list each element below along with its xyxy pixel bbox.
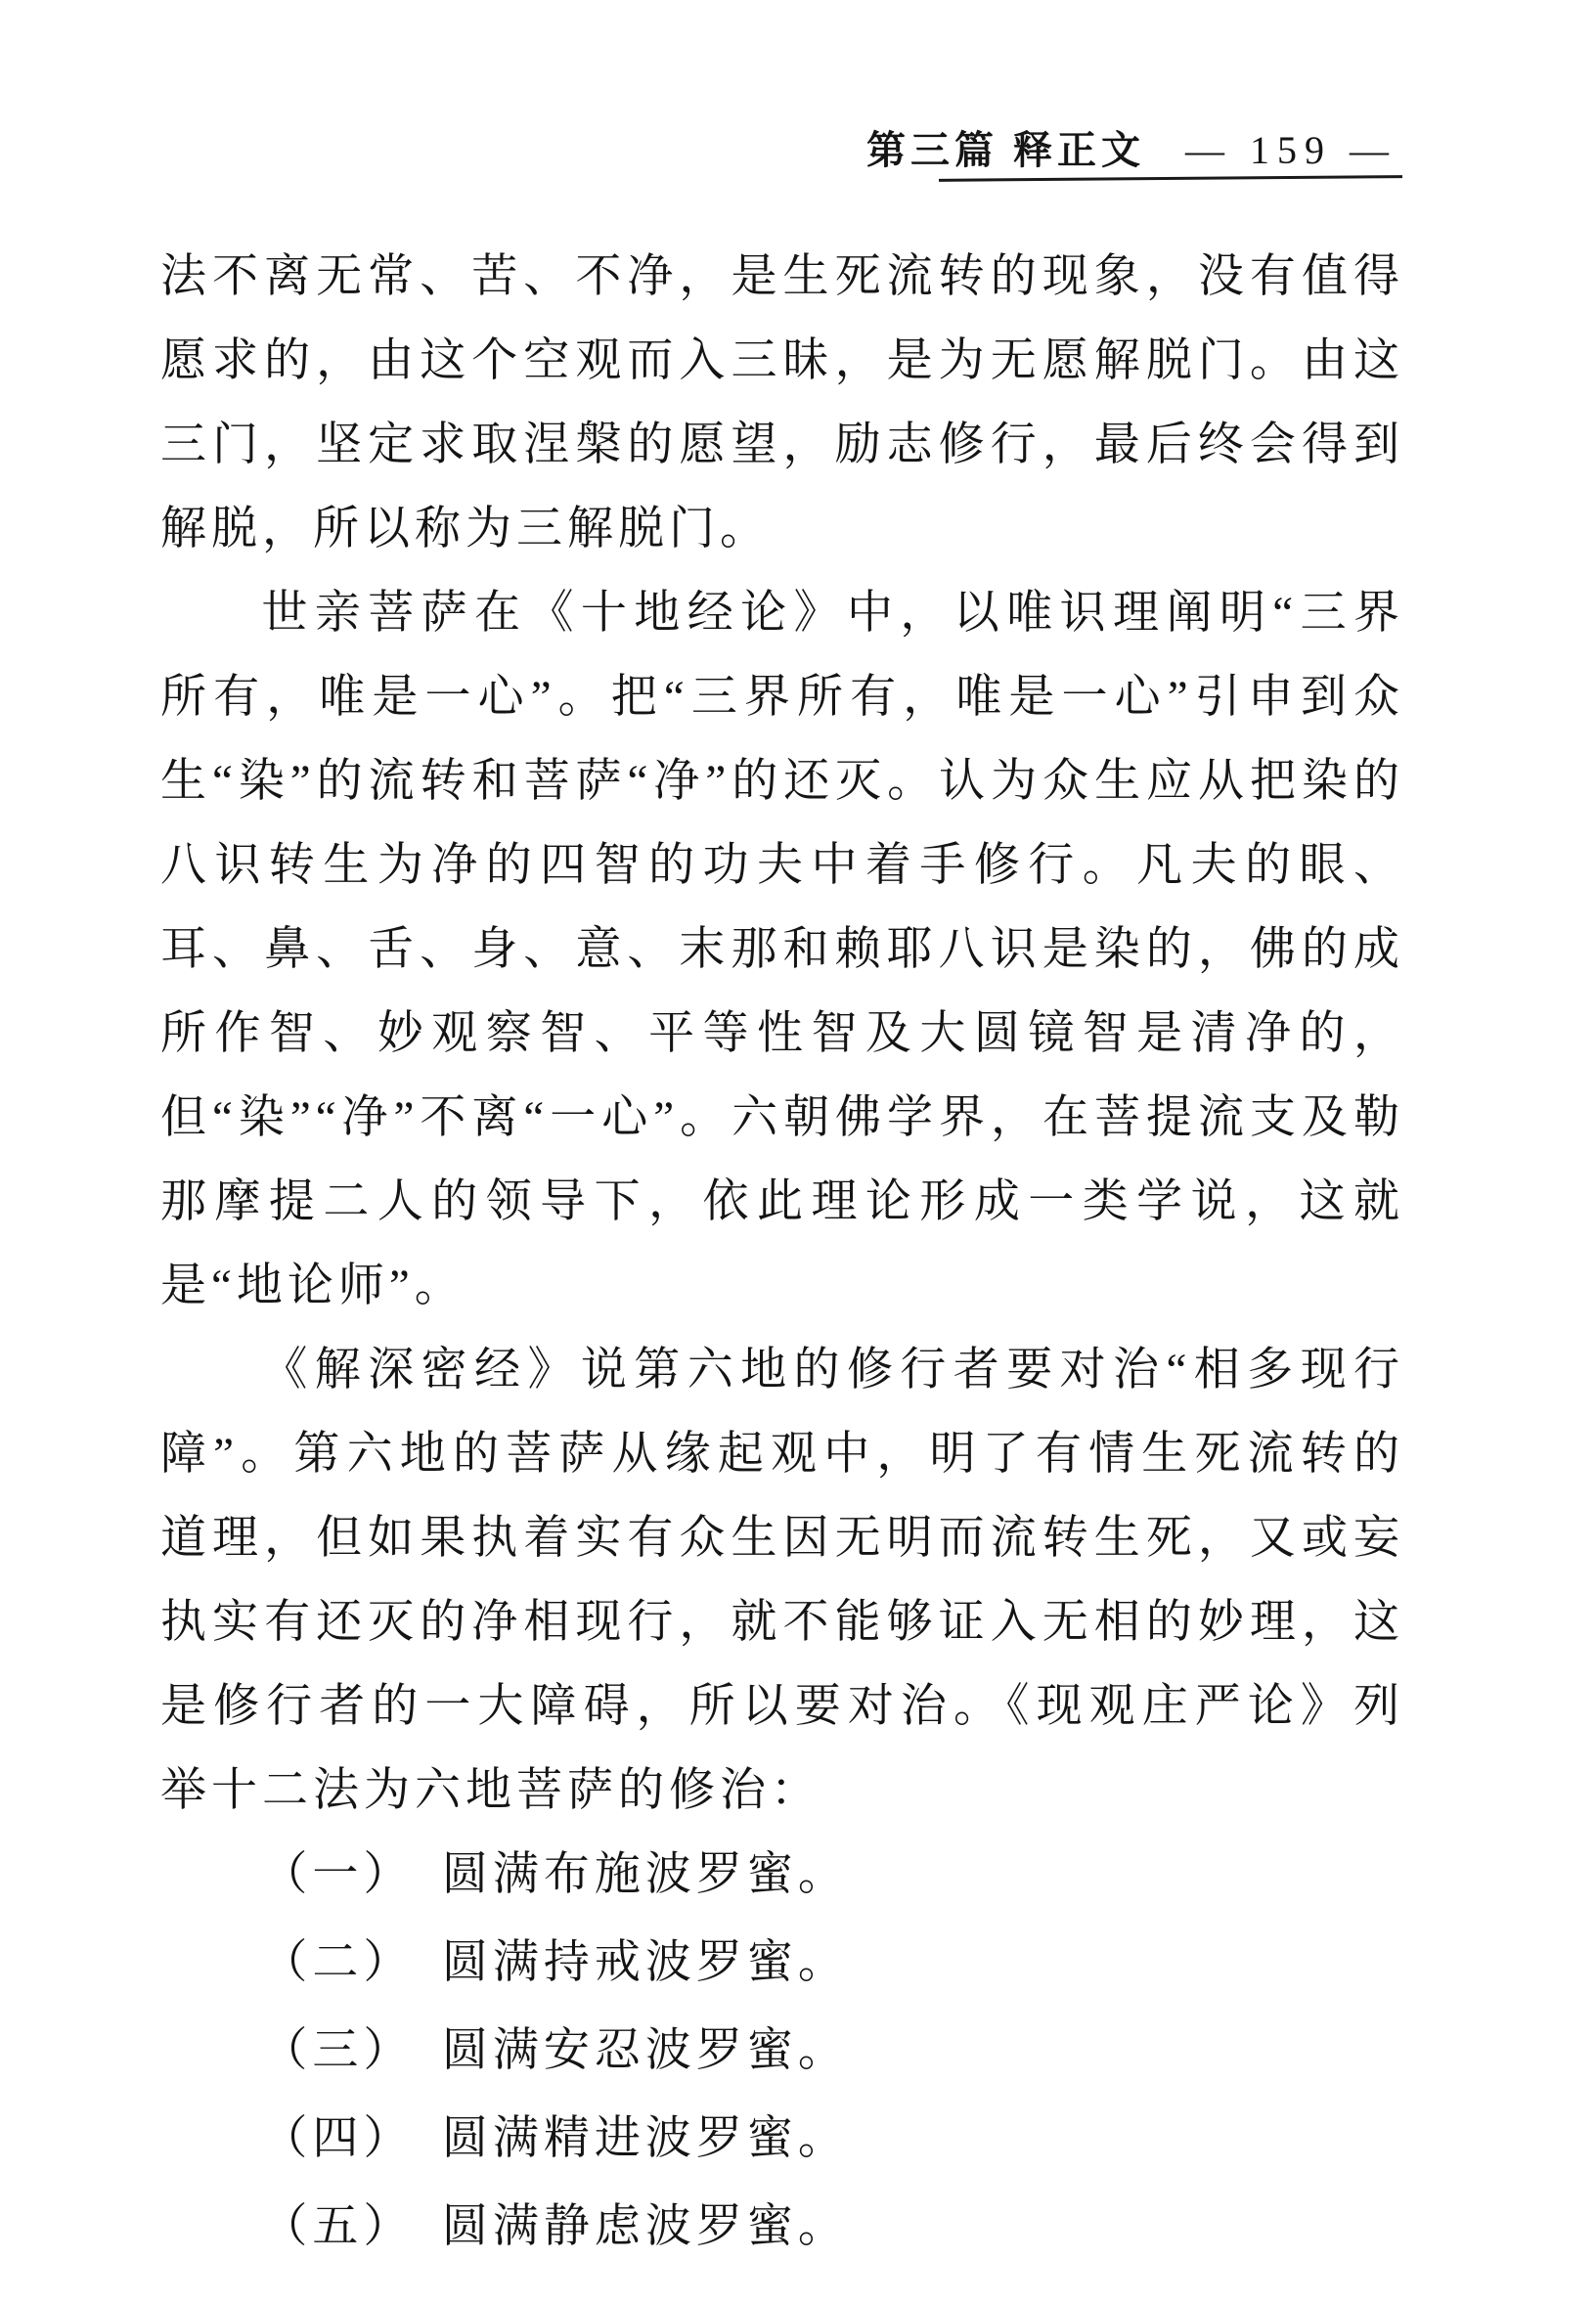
paragraph-3: 《解深密经》说第六地的修行者要对治“相多现行障”。第六地的菩萨从缘起观中，明了有情生死流转的道理，但如果执着实有众生因无明而流转生死，又或妄执实有还灭的净相现行，就不能够证入无相的妙理，这是修行者的一大障碍，所以要对治。《现观庄严论》列举十二法为六地菩萨的修治：	[160, 1345, 1404, 1816]
page-header	[866, 119, 1396, 175]
perfection-list	[160, 1833, 1404, 2269]
section-title: 第三篇 释正文	[866, 128, 1145, 172]
page-number: — 159 —	[1185, 128, 1396, 172]
body-text	[160, 235, 1404, 2273]
list-item-2: （二） 圆满持戒波罗蜜。	[261, 1937, 849, 1988]
paragraph-2: 世亲菩萨在《十地经论》中，以唯识理阐明“三界所有，唯是一心”。把“三界所有，唯是一心”引申到众生“染”的流转和菩萨“净”的还灭。认为众生应从把染的八识转生为净的四智的功夫中着手修行。凡夫的眼、耳、鼻、舌、身、意、末那和赖耶八识是染的，佛的成所作智、妙观察智、平等性智及大圆镜智是清净的，但“染”“净”不离“一心”。六朝佛学界，在菩提流支及勒那摩提二人的领导下，依此理论形成一类学说，这就是“地论师”。	[160, 588, 1404, 1311]
paragraph-1: 法不离无常、苦、不净，是生死流转的现象，没有值得愿求的，由这个空观而入三昧，是为无愿解脱门。由这三门，坚定求取涅槃的愿望，励志修行，最后终会得到解脱，所以称为三解脱门。	[160, 251, 1404, 554]
header-rule	[939, 175, 1402, 182]
list-item-3: （三） 圆满安忍波罗蜜。	[261, 2025, 849, 2076]
list-item-4: （四） 圆满精进波罗蜜。	[261, 2113, 849, 2164]
list-item-1: （一） 圆满布施波罗蜜。	[261, 1849, 849, 1900]
list-item-5: （五） 圆满静虑波罗蜜。	[261, 2201, 849, 2252]
